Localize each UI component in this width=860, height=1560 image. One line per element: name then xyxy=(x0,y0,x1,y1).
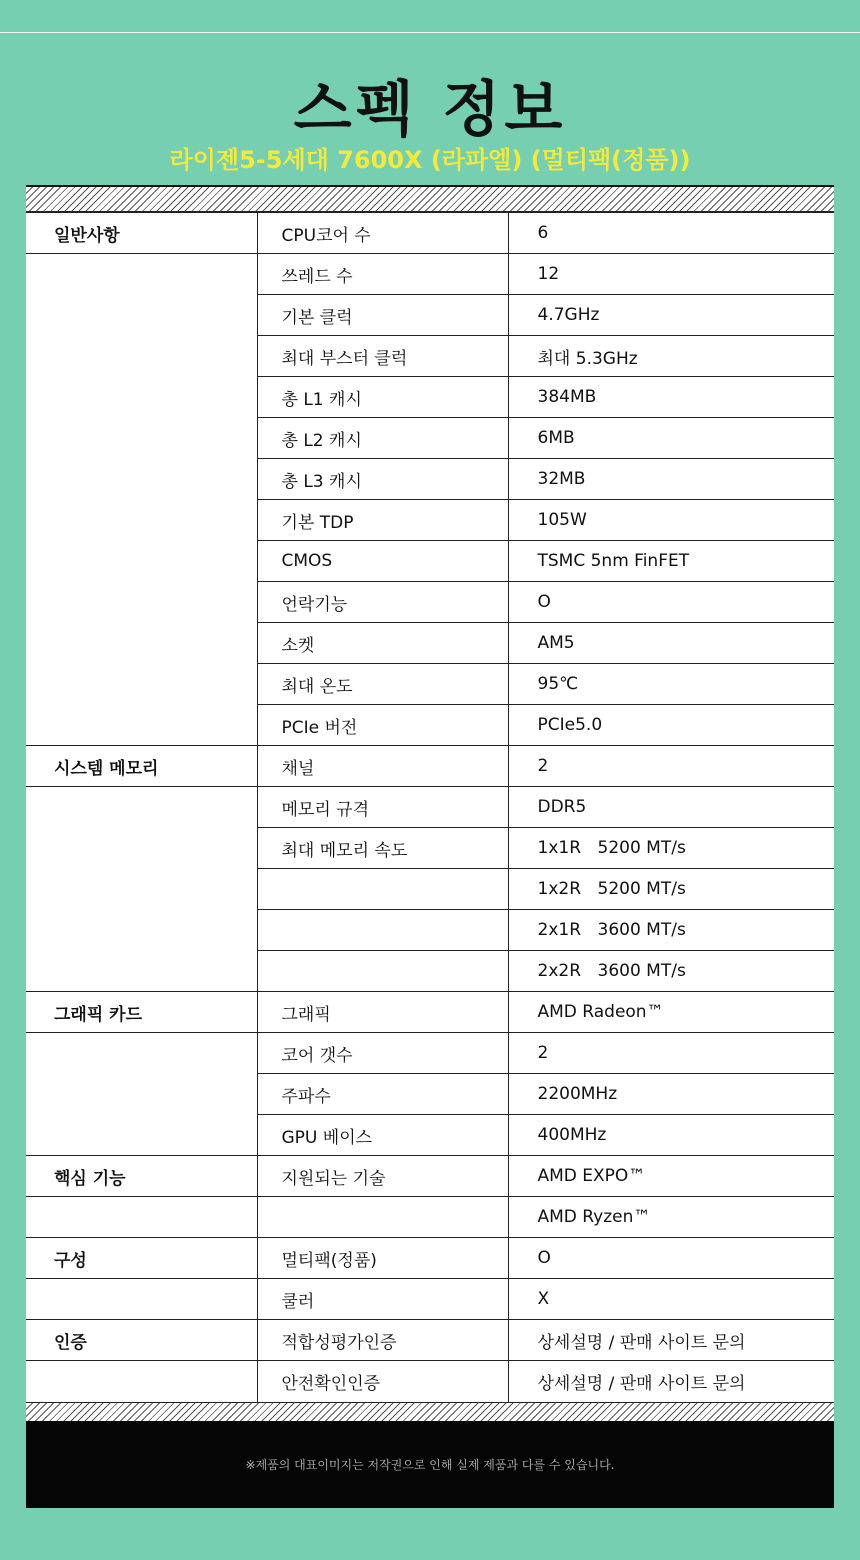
memory-config: 1x1R xyxy=(537,838,582,858)
spec-category xyxy=(26,910,257,951)
spec-name: 안전확인인증 xyxy=(257,1361,508,1402)
spec-value: AMD EXPO™ xyxy=(508,1156,834,1197)
spec-value: X xyxy=(508,1279,834,1320)
spec-category xyxy=(26,377,257,418)
spec-row xyxy=(26,1238,834,1279)
spec-value: 2200MHz xyxy=(508,1074,834,1115)
spec-category xyxy=(26,500,257,541)
spec-name: 기본 TDP xyxy=(257,500,508,541)
spec-name xyxy=(257,910,508,951)
spec-name: GPU 베이스 xyxy=(257,1115,508,1156)
spec-name: 언락기능 xyxy=(257,582,508,623)
memory-config: 2x2R xyxy=(537,961,582,981)
spec-value: 32MB xyxy=(508,459,834,500)
spec-value: 384MB xyxy=(508,377,834,418)
spec-value: 95℃ xyxy=(508,664,834,705)
spec-category xyxy=(26,1033,257,1074)
spec-row xyxy=(26,1279,834,1320)
spec-value: AMD Ryzen™ xyxy=(508,1197,834,1238)
spec-name: 쿨러 xyxy=(257,1279,508,1320)
spec-category xyxy=(26,254,257,295)
spec-row xyxy=(26,1320,834,1361)
spec-name xyxy=(257,869,508,910)
spec-name: 적합성평가인증 xyxy=(257,1320,508,1361)
memory-speed: 5200 MT/s xyxy=(597,879,686,899)
spec-value: 2 xyxy=(508,746,834,787)
spec-category xyxy=(26,541,257,582)
memory-config: 1x2R xyxy=(537,879,582,899)
spec-row xyxy=(26,1115,834,1156)
memory-speed: 5200 MT/s xyxy=(597,838,686,858)
footer-notice: ※제품의 대표이미지는 저작권으로 인해 실제 제품과 다를 수 있습니다. xyxy=(26,1421,834,1508)
spec-name: 그래픽 xyxy=(257,992,508,1033)
spec-value: 최대 5.3GHz xyxy=(508,336,834,377)
spec-table xyxy=(26,212,834,1402)
spec-value: 6 xyxy=(508,213,834,254)
spec-category: 시스템 메모리 xyxy=(26,746,257,787)
spec-category: 인증 xyxy=(26,1320,257,1361)
spec-row xyxy=(26,746,834,787)
spec-value: DDR5 xyxy=(508,787,834,828)
spec-category xyxy=(26,295,257,336)
memory-config: 2x1R xyxy=(537,920,582,940)
spec-row xyxy=(26,1033,834,1074)
spec-name: 코어 갯수 xyxy=(257,1033,508,1074)
spec-row xyxy=(26,500,834,541)
spec-category: 구성 xyxy=(26,1238,257,1279)
spec-name: 총 L1 캐시 xyxy=(257,377,508,418)
spec-category xyxy=(26,869,257,910)
spec-value: 6MB xyxy=(508,418,834,459)
spec-category xyxy=(26,1074,257,1115)
spec-row xyxy=(26,541,834,582)
memory-speed: 3600 MT/s xyxy=(597,961,686,981)
spec-value: PCIe5.0 xyxy=(508,705,834,746)
spec-row xyxy=(26,869,834,910)
spec-row xyxy=(26,1197,834,1238)
spec-name: 소켓 xyxy=(257,623,508,664)
spec-category xyxy=(26,336,257,377)
spec-category xyxy=(26,1197,257,1238)
spec-category xyxy=(26,828,257,869)
spec-name xyxy=(257,1197,508,1238)
spec-category xyxy=(26,664,257,705)
spec-row xyxy=(26,213,834,254)
spec-value xyxy=(508,951,834,992)
spec-category xyxy=(26,459,257,500)
spec-category xyxy=(26,1279,257,1320)
spec-value xyxy=(508,828,834,869)
spec-value: 상세설명 / 판매 사이트 문의 xyxy=(508,1361,834,1402)
spec-row xyxy=(26,418,834,459)
spec-value: TSMC 5nm FinFET xyxy=(508,541,834,582)
spec-name: CMOS xyxy=(257,541,508,582)
spec-name: 총 L3 캐시 xyxy=(257,459,508,500)
spec-row xyxy=(26,1074,834,1115)
spec-card xyxy=(26,185,834,1508)
spec-value: AMD Radeon™ xyxy=(508,992,834,1033)
spec-category xyxy=(26,705,257,746)
spec-name: 최대 온도 xyxy=(257,664,508,705)
hatch-band-top xyxy=(26,187,834,212)
spec-name: CPU코어 수 xyxy=(257,213,508,254)
spec-name: 최대 부스터 클럭 xyxy=(257,336,508,377)
spec-name: 최대 메모리 속도 xyxy=(257,828,508,869)
spec-row xyxy=(26,992,834,1033)
spec-value: O xyxy=(508,1238,834,1279)
spec-row xyxy=(26,254,834,295)
top-divider xyxy=(0,32,860,33)
spec-row xyxy=(26,1156,834,1197)
spec-category: 그래픽 카드 xyxy=(26,992,257,1033)
spec-category: 핵심 기능 xyxy=(26,1156,257,1197)
spec-category xyxy=(26,787,257,828)
spec-row xyxy=(26,377,834,418)
spec-category xyxy=(26,582,257,623)
spec-category xyxy=(26,623,257,664)
spec-row xyxy=(26,623,834,664)
spec-value: 2 xyxy=(508,1033,834,1074)
spec-value: 상세설명 / 판매 사이트 문의 xyxy=(508,1320,834,1361)
spec-name: PCIe 버전 xyxy=(257,705,508,746)
spec-category xyxy=(26,1115,257,1156)
memory-speed: 3600 MT/s xyxy=(597,920,686,940)
spec-category xyxy=(26,1361,257,1402)
spec-row xyxy=(26,1361,834,1402)
spec-row xyxy=(26,828,834,869)
spec-row xyxy=(26,295,834,336)
spec-value: O xyxy=(508,582,834,623)
spec-value: 12 xyxy=(508,254,834,295)
spec-value xyxy=(508,869,834,910)
spec-name: 지원되는 기술 xyxy=(257,1156,508,1197)
spec-row xyxy=(26,951,834,992)
spec-name: 주파수 xyxy=(257,1074,508,1115)
spec-name: 멀티팩(정품) xyxy=(257,1238,508,1279)
spec-name: 쓰레드 수 xyxy=(257,254,508,295)
spec-row xyxy=(26,459,834,500)
spec-name xyxy=(257,951,508,992)
spec-category xyxy=(26,418,257,459)
page-title: 스펙 정보 xyxy=(293,75,567,145)
spec-value: 4.7GHz xyxy=(508,295,834,336)
spec-value: AM5 xyxy=(508,623,834,664)
spec-name: 채널 xyxy=(257,746,508,787)
spec-row xyxy=(26,910,834,951)
spec-row xyxy=(26,582,834,623)
spec-row xyxy=(26,664,834,705)
spec-value: 105W xyxy=(508,500,834,541)
spec-category: 일반사항 xyxy=(26,213,257,254)
spec-name: 기본 클럭 xyxy=(257,295,508,336)
spec-row xyxy=(26,787,834,828)
product-subtitle: 라이젠5-5세대 7600X (라파엘) (멀티팩(정품)) xyxy=(169,146,691,174)
spec-name: 메모리 규격 xyxy=(257,787,508,828)
spec-name: 총 L2 캐시 xyxy=(257,418,508,459)
spec-value: 400MHz xyxy=(508,1115,834,1156)
spec-row xyxy=(26,705,834,746)
spec-row xyxy=(26,336,834,377)
spec-category xyxy=(26,951,257,992)
spec-value xyxy=(508,910,834,951)
